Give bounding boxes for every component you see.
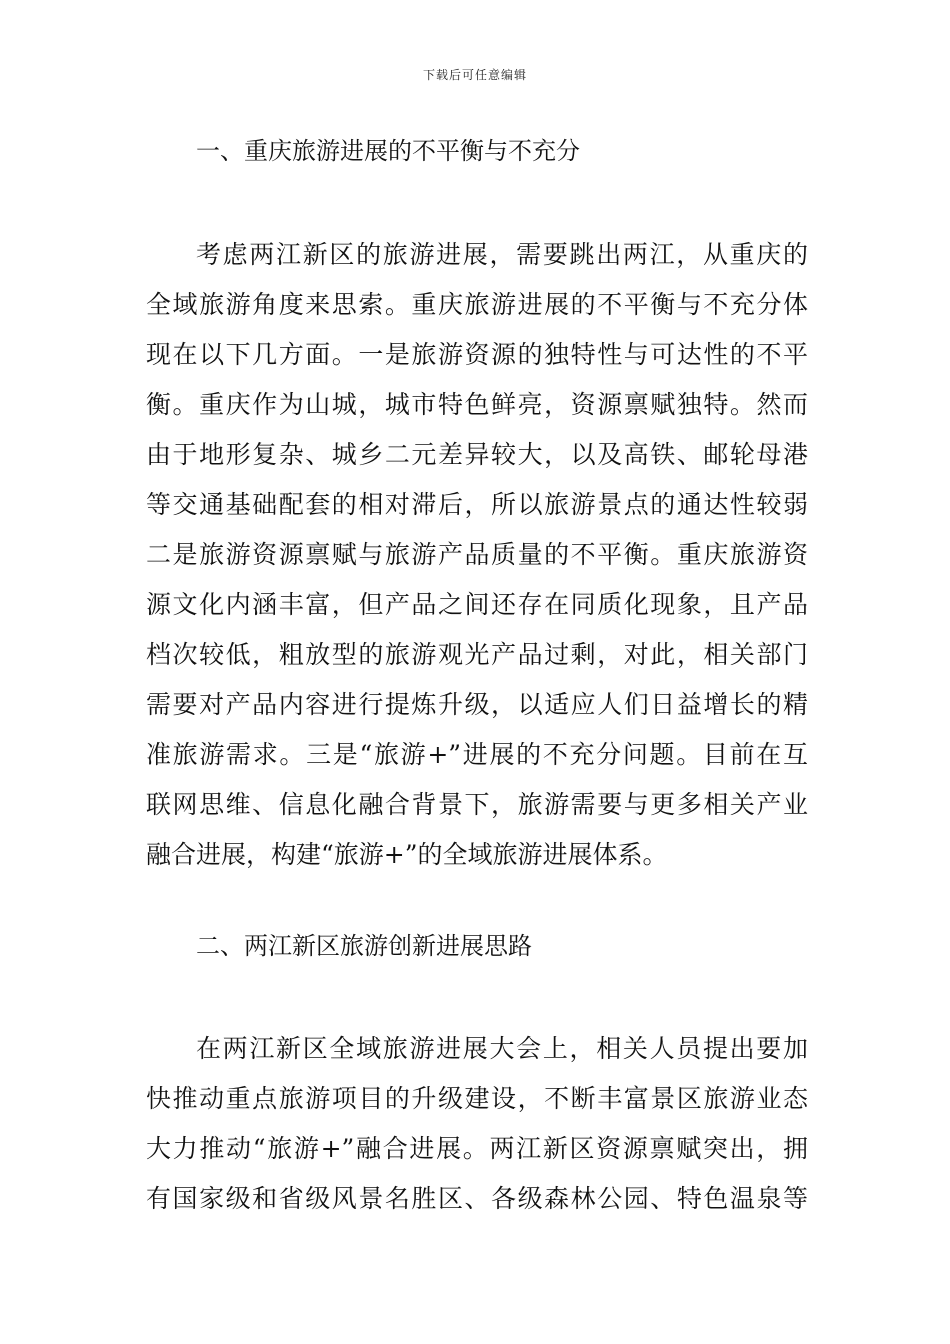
paragraph-line: 准旅游需求。三是“旅游+”进展的不充分问题。目前在互	[146, 740, 808, 769]
paragraph-line: 联网思维、信息化融合背景下，旅游需要与更多相关产业	[146, 790, 808, 819]
paragraph-line: 源文化内涵丰富，但产品之间还存在同质化现象，且产品	[146, 590, 808, 619]
paragraph-line: 在两江新区全域旅游进展大会上，相关人员提出要加	[196, 1034, 808, 1063]
paragraph-line: 档次较低，粗放型的旅游观光产品过剩，对此，相关部门	[146, 640, 808, 669]
header-note: 下载后可任意编辑	[422, 68, 527, 82]
paragraph-line: 大力推动“旅游+”融合进展。两江新区资源禀赋突出，拥	[146, 1134, 808, 1163]
paragraph-line: 衡。重庆作为山城，城市特色鲜亮，资源禀赋独特。然而	[146, 390, 808, 419]
section-1-heading: 一、重庆旅游进展的不平衡与不充分	[196, 137, 580, 165]
paragraph-line: 融合进展，构建“旅游+”的全域旅游进展体系。	[146, 840, 668, 869]
paragraph-line: 由于地形复杂、城乡二元差异较大，以及高铁、邮轮母港	[146, 440, 808, 469]
paragraph-line: 全域旅游角度来思索。重庆旅游进展的不平衡与不充分体	[146, 290, 808, 319]
paragraph-line: 考虑两江新区的旅游进展，需要跳出两江，从重庆的	[196, 240, 808, 269]
paragraph-line: 需要对产品内容进行提炼升级，以适应人们日益增长的精	[146, 690, 808, 719]
paragraph-line: 有国家级和省级风景名胜区、各级森林公园、特色温泉等	[146, 1184, 808, 1213]
paragraph-line: 二是旅游资源禀赋与旅游产品质量的不平衡。重庆旅游资	[146, 540, 808, 569]
paragraph-line: 等交通基础配套的相对滞后，所以旅游景点的通达性较弱	[146, 490, 808, 519]
section-2-paragraph	[146, 1024, 808, 1224]
section-1-paragraph	[146, 230, 808, 880]
paragraph-line: 快推动重点旅游项目的升级建设，不断丰富景区旅游业态	[146, 1084, 808, 1113]
section-2-heading: 二、两江新区旅游创新进展思路	[196, 932, 532, 960]
paragraph-line: 现在以下几方面。一是旅游资源的独特性与可达性的不平	[146, 340, 808, 369]
